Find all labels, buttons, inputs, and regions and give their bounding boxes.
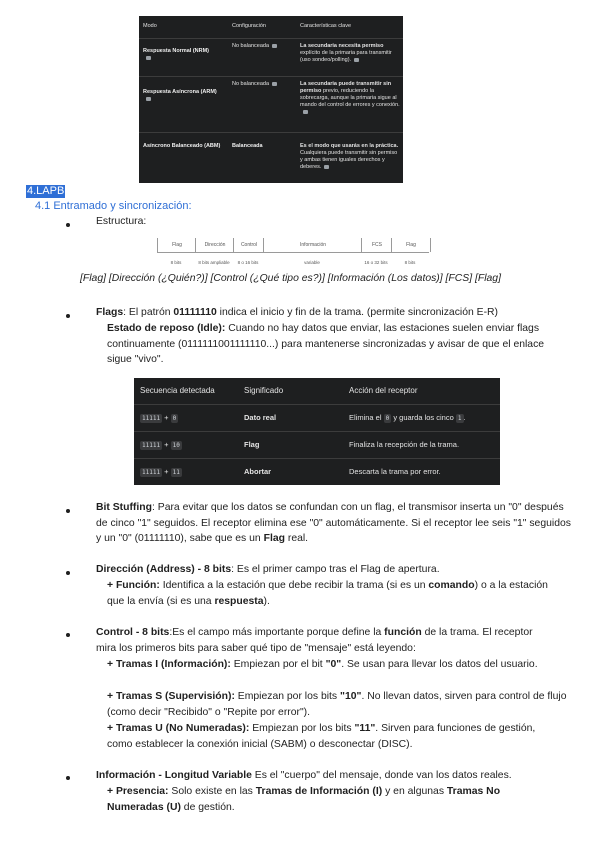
frame-baseline [157, 252, 429, 253]
frame-bits: 8 bits [404, 260, 416, 265]
tramas-u: + Tramas U (No Numeradas): Empiezan por los bits "11". Sirven para funciones de gestión, como establecer la conexión inicial (SABM) o desconectar (DISC). [107, 723, 536, 750]
action-cell: Descarta la trama por error. [349, 467, 441, 476]
row-divider [134, 431, 500, 432]
frame-caption: [Flag] [Dirección (¿Quién?)] [Control (¿Qué tipo es?)] [Información (Los datos)] [FCS] [Flag] [80, 273, 501, 284]
link-icon [272, 44, 277, 48]
mode-name: Asíncrono Balanceado (ABM) [143, 143, 221, 149]
direccion-item: Dirección (Address) - 8 bits: Es el primer campo tras el Flag de apertura. [96, 564, 440, 575]
modes-table-header [139, 16, 403, 39]
mode-desc: La secundaria necesita permiso explícito de la primaria para transmitir (uso sondeo/polling). [300, 43, 392, 63]
informacion-item: Información - Longitud Variable Es el "cuerpo" del mensaje, donde van los datos reales. [96, 770, 512, 781]
col-modo: Modo [143, 23, 157, 29]
tramas-s: + Tramas S (Supervisión): Empiezan por los bits "10". No llevan datos, sirven para control de flujo (como decir "Recibido" o "Repite por error"). [107, 691, 567, 718]
modes-table [139, 16, 403, 183]
table-row [139, 76, 403, 133]
meaning-cell: Abortar [244, 467, 272, 476]
link-icon [272, 82, 277, 86]
mode-desc: La secundaria puede transmitir sin permiso previo, reduciendo la sobrecarga, aunque la primaria sigue al mando del control de errores y conexión. [300, 81, 400, 116]
row-divider [134, 458, 500, 459]
section-title: 4.LAPB [27, 185, 65, 197]
link-icon [354, 58, 359, 62]
action-cell: Finaliza la recepción de la trama. [349, 440, 460, 449]
idle-state: Estado de reposo (Idle): Cuando no hay datos que enviar, las estaciones suelen enviar flags continuamente (0111111001111110...) para mantenerse sincronizadas y avisar de que el enlace sigue "vivo". [107, 323, 545, 365]
seq-cell: 11111 + 10 [142, 440, 180, 449]
frame-bits: 8 bits ampliable [198, 260, 230, 265]
tramas-i: + Tramas I (Información): Empiezan por el bit "0". Se usan para llevar los datos del usuario. [107, 659, 538, 670]
frame-field: Flag [157, 238, 196, 252]
col-accion: Acción del receptor [349, 386, 418, 395]
flags-item: Flags: El patrón 01111110 indica el inicio y fin de la trama. (permite sincronización E-R) [96, 307, 498, 318]
mode-config: Balanceada [232, 143, 263, 149]
link-icon [146, 97, 151, 101]
bullet [66, 509, 70, 513]
mode-name: Respuesta Asíncrona (ARM) [143, 89, 228, 103]
seq-cell: 11111 + 0 [142, 413, 177, 422]
seq-cell: 11111 + 11 [142, 467, 180, 476]
bullet [66, 314, 70, 318]
col-caracteristicas: Características clave [300, 23, 352, 29]
link-icon [146, 56, 151, 60]
bullet [66, 776, 70, 780]
bullet [66, 571, 70, 575]
frame-bits: 16 o 32 bits [364, 260, 388, 265]
mode-desc: Es el modo que usarás en la práctica. Cualquiera puede transmitir sin permiso y ambas tienen iguales derechos y deberes. [300, 143, 399, 170]
estructura-item: Estructura: [96, 216, 147, 227]
link-icon [303, 110, 308, 114]
mode-config: No balanceada [232, 81, 277, 88]
frame-field: Dirección [195, 238, 234, 252]
frame-field: Control [233, 238, 264, 252]
subsection-title: 4.1 Entramado y sincronización: [35, 200, 192, 212]
mode-name: Respuesta Normal (NRM) [143, 48, 228, 62]
bullet [66, 633, 70, 637]
frame-field: Flag [391, 238, 431, 252]
meaning-cell: Flag [244, 440, 260, 449]
frame-bits: 8 bits [170, 260, 182, 265]
bit-stuffing-table [134, 378, 500, 485]
col-significado: Significado [244, 386, 284, 395]
col-configuracion: Configuración [232, 23, 266, 29]
frame-field: FCS [361, 238, 392, 252]
frame-diagram [157, 238, 429, 272]
table-row [139, 132, 403, 183]
direccion-funcion: + Función: Identifica a la estación que debe recibir la trama (si es un comando) o a la estación que la envía (si es una respuesta). [107, 580, 548, 607]
frame-bits: 8 o 16 bits [237, 260, 259, 265]
row-divider [134, 404, 500, 405]
table-row [139, 38, 403, 77]
link-icon [324, 165, 329, 169]
frame-bits: variable [304, 260, 320, 265]
mode-config: No balanceada [232, 43, 277, 50]
frame-field: Información [263, 238, 362, 252]
bit-stuffing-item: Bit Stuffing: Para evitar que los datos se confundan con un flag, el transmisor inserta un "0" después de cinco "1" seguidos. El receptor elimina ese "0" automáticamente. Si el receptor lee seis "1" seguidos y un "0" (01111110), sabe que es un Flag real. [96, 502, 571, 544]
informacion-presencia: + Presencia: Solo existe en las Tramas de Información (I) y en algunas Tramas No Numeradas (U) de gestión. [107, 786, 501, 813]
control-item: Control - 8 bits:Es el campo más importante porque define la función de la trama. El receptor mira los primeros bits para saber qué tipo de "mensaje" está leyendo: [96, 627, 533, 654]
action-cell: Elimina el 0 y guarda los cinco 1 . [349, 413, 466, 422]
bullet [66, 223, 70, 227]
col-secuencia: Secuencia detectada [140, 386, 215, 395]
meaning-cell: Dato real [244, 413, 277, 422]
